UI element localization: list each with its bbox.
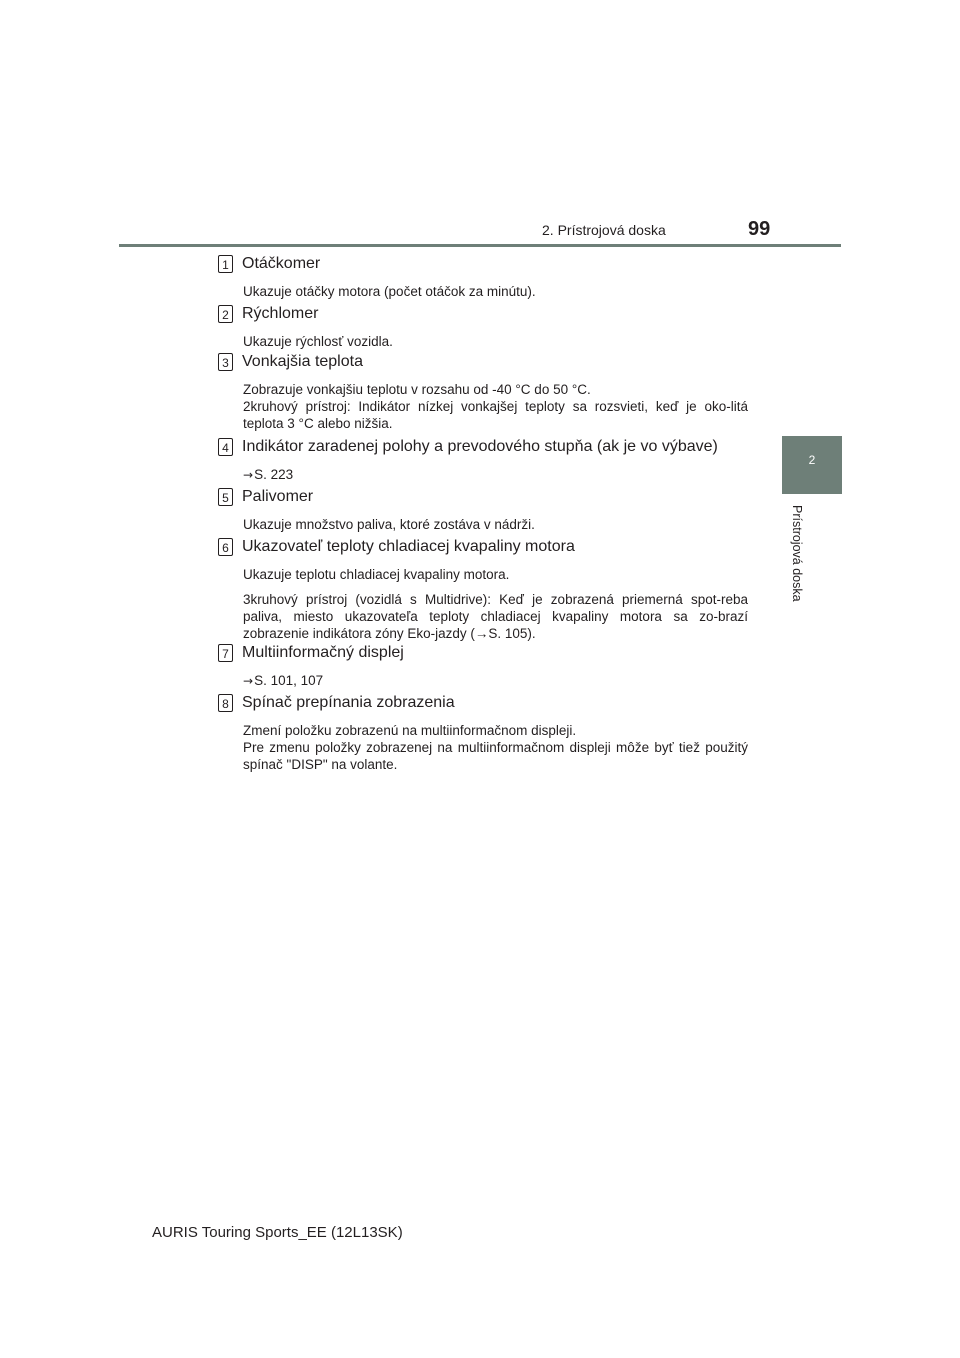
item-description [243,283,748,300]
list-item [218,351,748,436]
page-reference [243,672,748,690]
list-item [218,436,748,488]
arrow-right-icon: → [243,674,254,688]
item-text: Zobrazuje vonkajšiu teplotu v rozsahu od -40 °C do 50 °C. [243,382,591,397]
page-reference-link[interactable]: S. 223 [254,467,294,482]
item-description [243,722,748,773]
item-number-badge: 5 [218,488,233,506]
item-text: Ukazuje rýchlosť vozidla. [243,334,393,349]
item-description [243,333,748,350]
item-title: Vonkajšia teplota [242,353,363,370]
chapter-tab-number: 2 [808,453,816,467]
list-item [218,253,748,304]
item-title: Multiinformačný displej [242,644,404,661]
item-description [243,466,748,484]
chapter-tab-label: Prístrojová doska [790,505,804,602]
header-rule [119,244,841,247]
item-title: Spínač prepínania zobrazenia [242,694,455,711]
item-text: Zmení položku zobrazenú na multiinformačnom displeji. [243,723,577,738]
list-item [218,692,748,777]
list-item [218,303,748,354]
list-item [218,486,748,537]
list-item [218,642,748,694]
item-number-badge: 6 [218,538,233,556]
item-title: Ukazovateľ teploty chladiacej kvapaliny motora [242,538,575,555]
item-text: 3kruhový prístroj (vozidlá s Multidrive): Keď je zobrazená priemerná spot-reba paliva, miesto ukazovateľa teploty chladiacej kvapaliny motora sa zo-brazí zobrazenie indikátora zóny Eko-jazdy (→S. 105). [243,592,748,641]
footer-model: AURIS Touring Sports_EE (12L13SK) [152,1224,403,1241]
item-text: Ukazuje teplotu chladiacej kvapaliny motora. [243,567,510,582]
item-text: Ukazuje otáčky motora (počet otáčok za minútu). [243,284,536,299]
item-title: Indikátor zaradenej polohy a prevodového stupňa (ak je vo výbave) [242,438,718,455]
item-title: Palivomer [242,488,314,505]
item-number-badge: 7 [218,644,233,662]
arrow-right-icon: → [243,468,254,482]
item-number-badge: 1 [218,255,233,273]
item-text: 2kruhový prístroj: Indikátor nízkej vonkajšej teploty sa rozsvieti, keď je oko-litá teplota 3 °C alebo nižšia. [243,399,748,431]
list-item [218,536,748,646]
item-number-badge: 2 [218,305,233,323]
item-description [243,672,748,690]
item-description [243,516,748,533]
item-number-badge: 4 [218,438,233,456]
chapter-tab [782,436,842,494]
item-title: Otáčkomer [242,255,321,272]
item-text: Pre zmenu položky zobrazenej na multiinformačnom displeji môže byť tiež použitý spínač "DISP" na volante. [243,740,748,772]
page-number: 99 [748,218,771,240]
page-reference [243,466,748,484]
item-number-badge: 8 [218,694,233,712]
item-description [243,566,748,642]
item-number-badge: 3 [218,353,233,371]
item-text: Ukazuje množstvo paliva, ktoré zostáva v nádrži. [243,517,535,532]
item-title: Rýchlomer [242,305,319,322]
page-reference-link[interactable]: S. 101, 107 [254,673,324,688]
header-section-title: 2. Prístrojová doska [542,222,666,238]
item-description [243,381,748,432]
